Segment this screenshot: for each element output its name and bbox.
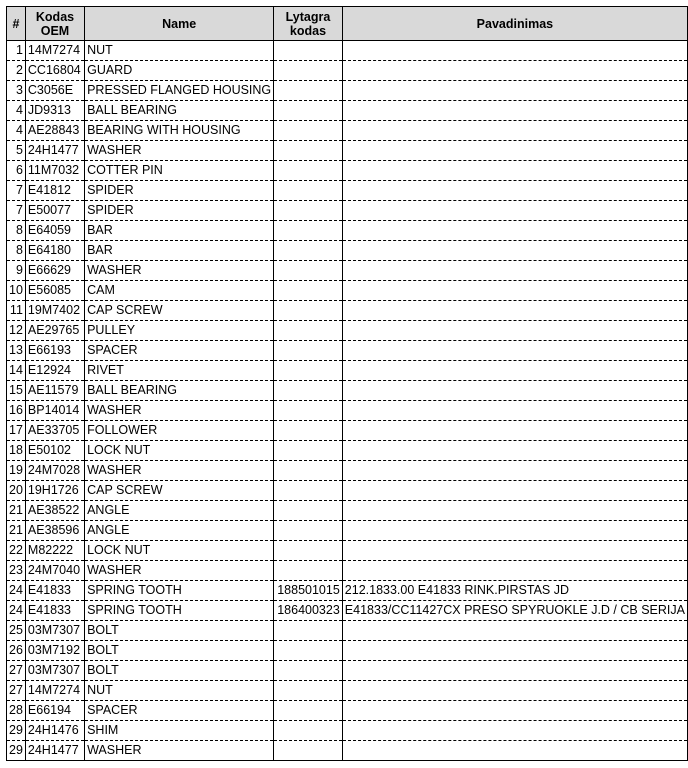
cell-num: 27 xyxy=(7,681,26,701)
cell-lytagra xyxy=(274,721,343,741)
table-row xyxy=(7,661,688,681)
cell-lytagra xyxy=(274,341,343,361)
cell-name: ANGLE xyxy=(85,521,274,541)
cell-oem: AE28843 xyxy=(25,121,84,141)
cell-pavadinimas xyxy=(342,261,687,281)
header-num: # xyxy=(7,7,26,41)
cell-lytagra xyxy=(274,421,343,441)
cell-lytagra xyxy=(274,201,343,221)
cell-pavadinimas xyxy=(342,81,687,101)
cell-oem: M82222 xyxy=(25,541,84,561)
table-row xyxy=(7,101,688,121)
cell-lytagra xyxy=(274,541,343,561)
cell-lytagra xyxy=(274,361,343,381)
header-name: Name xyxy=(85,7,274,41)
cell-num: 21 xyxy=(7,501,26,521)
cell-oem: E41833 xyxy=(25,581,84,601)
cell-num: 8 xyxy=(7,241,26,261)
cell-num: 1 xyxy=(7,41,26,61)
cell-num: 3 xyxy=(7,81,26,101)
cell-lytagra xyxy=(274,661,343,681)
cell-lytagra xyxy=(274,261,343,281)
table-row xyxy=(7,61,688,81)
cell-oem: AE11579 xyxy=(25,381,84,401)
cell-pavadinimas xyxy=(342,541,687,561)
cell-oem: 24H1476 xyxy=(25,721,84,741)
table-row xyxy=(7,481,688,501)
cell-oem: 03M7307 xyxy=(25,621,84,641)
cell-num: 6 xyxy=(7,161,26,181)
cell-pavadinimas xyxy=(342,741,687,761)
cell-lytagra xyxy=(274,181,343,201)
table-row xyxy=(7,381,688,401)
cell-oem: JD9313 xyxy=(25,101,84,121)
table-row xyxy=(7,701,688,721)
cell-oem: AE38596 xyxy=(25,521,84,541)
table-row xyxy=(7,121,688,141)
cell-name: COTTER PIN xyxy=(85,161,274,181)
cell-lytagra xyxy=(274,401,343,421)
cell-pavadinimas xyxy=(342,721,687,741)
cell-num: 13 xyxy=(7,341,26,361)
cell-name: LOCK NUT xyxy=(85,441,274,461)
cell-lytagra xyxy=(274,681,343,701)
cell-num: 7 xyxy=(7,181,26,201)
cell-num: 10 xyxy=(7,281,26,301)
cell-oem: BP14014 xyxy=(25,401,84,421)
cell-num: 29 xyxy=(7,741,26,761)
table-row xyxy=(7,721,688,741)
header-oem: Kodas OEM xyxy=(25,7,84,41)
cell-lytagra xyxy=(274,281,343,301)
cell-lytagra xyxy=(274,41,343,61)
cell-pavadinimas xyxy=(342,221,687,241)
cell-oem: AE38522 xyxy=(25,501,84,521)
cell-lytagra xyxy=(274,561,343,581)
cell-oem: E66629 xyxy=(25,261,84,281)
cell-num: 25 xyxy=(7,621,26,641)
cell-oem: AE29765 xyxy=(25,321,84,341)
cell-num: 7 xyxy=(7,201,26,221)
cell-lytagra xyxy=(274,221,343,241)
cell-lytagra xyxy=(274,381,343,401)
table-row xyxy=(7,281,688,301)
cell-oem: E41833 xyxy=(25,601,84,621)
table-row xyxy=(7,161,688,181)
cell-lytagra xyxy=(274,321,343,341)
table-row xyxy=(7,461,688,481)
table-row xyxy=(7,201,688,221)
cell-lytagra xyxy=(274,741,343,761)
cell-pavadinimas xyxy=(342,501,687,521)
cell-name: SHIM xyxy=(85,721,274,741)
table-row xyxy=(7,141,688,161)
cell-pavadinimas xyxy=(342,521,687,541)
cell-num: 8 xyxy=(7,221,26,241)
cell-num: 15 xyxy=(7,381,26,401)
table-row xyxy=(7,361,688,381)
cell-lytagra xyxy=(274,641,343,661)
cell-num: 14 xyxy=(7,361,26,381)
cell-pavadinimas: E41833/CC11427CX PRESO SPYRUOKLE J.D / CB SERIJA xyxy=(342,601,687,621)
table-row xyxy=(7,321,688,341)
cell-name: RIVET xyxy=(85,361,274,381)
cell-lytagra xyxy=(274,121,343,141)
parts-table xyxy=(6,6,688,761)
cell-pavadinimas xyxy=(342,481,687,501)
table-row xyxy=(7,261,688,281)
cell-num: 29 xyxy=(7,721,26,741)
table-row xyxy=(7,221,688,241)
cell-pavadinimas xyxy=(342,41,687,61)
cell-name: GUARD xyxy=(85,61,274,81)
cell-num: 5 xyxy=(7,141,26,161)
cell-name: NUT xyxy=(85,41,274,61)
cell-num: 24 xyxy=(7,581,26,601)
cell-name: BALL BEARING xyxy=(85,381,274,401)
cell-num: 4 xyxy=(7,101,26,121)
cell-num: 9 xyxy=(7,261,26,281)
cell-lytagra: 188501015 xyxy=(274,581,343,601)
cell-lytagra xyxy=(274,161,343,181)
cell-num: 16 xyxy=(7,401,26,421)
cell-num: 11 xyxy=(7,301,26,321)
cell-pavadinimas xyxy=(342,341,687,361)
cell-num: 22 xyxy=(7,541,26,561)
cell-pavadinimas xyxy=(342,661,687,681)
cell-num: 18 xyxy=(7,441,26,461)
cell-name: SPRING TOOTH xyxy=(85,601,274,621)
cell-name: SPRING TOOTH xyxy=(85,581,274,601)
cell-name: LOCK NUT xyxy=(85,541,274,561)
cell-name: CAP SCREW xyxy=(85,481,274,501)
cell-oem: 14M7274 xyxy=(25,681,84,701)
cell-oem: E56085 xyxy=(25,281,84,301)
cell-pavadinimas xyxy=(342,681,687,701)
cell-pavadinimas xyxy=(342,101,687,121)
table-row xyxy=(7,341,688,361)
cell-name: BOLT xyxy=(85,661,274,681)
cell-name: WASHER xyxy=(85,261,274,281)
cell-oem: E64180 xyxy=(25,241,84,261)
cell-num: 19 xyxy=(7,461,26,481)
cell-oem: 24M7040 xyxy=(25,561,84,581)
table-row xyxy=(7,401,688,421)
cell-pavadinimas xyxy=(342,641,687,661)
cell-pavadinimas xyxy=(342,301,687,321)
cell-lytagra xyxy=(274,141,343,161)
cell-name: WASHER xyxy=(85,741,274,761)
table-row xyxy=(7,541,688,561)
table-row xyxy=(7,621,688,641)
cell-lytagra xyxy=(274,241,343,261)
table-row xyxy=(7,421,688,441)
cell-lytagra xyxy=(274,301,343,321)
cell-oem: 24M7028 xyxy=(25,461,84,481)
cell-num: 2 xyxy=(7,61,26,81)
cell-name: PRESSED FLANGED HOUSING xyxy=(85,81,274,101)
table-row xyxy=(7,561,688,581)
cell-oem: E66194 xyxy=(25,701,84,721)
cell-oem: 24H1477 xyxy=(25,741,84,761)
cell-lytagra xyxy=(274,461,343,481)
table-row xyxy=(7,301,688,321)
header-pavadinimas: Pavadinimas xyxy=(342,7,687,41)
cell-pavadinimas xyxy=(342,321,687,341)
cell-lytagra: 186400323 xyxy=(274,601,343,621)
cell-name: WASHER xyxy=(85,461,274,481)
cell-name: WASHER xyxy=(85,401,274,421)
cell-pavadinimas xyxy=(342,701,687,721)
cell-name: BAR xyxy=(85,241,274,261)
cell-name: BOLT xyxy=(85,621,274,641)
cell-oem: E50102 xyxy=(25,441,84,461)
cell-oem: E50077 xyxy=(25,201,84,221)
cell-name: CAP SCREW xyxy=(85,301,274,321)
cell-oem: 03M7192 xyxy=(25,641,84,661)
cell-pavadinimas xyxy=(342,281,687,301)
cell-num: 12 xyxy=(7,321,26,341)
cell-oem: 14M7274 xyxy=(25,41,84,61)
table-row xyxy=(7,501,688,521)
cell-lytagra xyxy=(274,481,343,501)
cell-name: SPIDER xyxy=(85,181,274,201)
table-row xyxy=(7,601,688,621)
cell-name: BAR xyxy=(85,221,274,241)
cell-lytagra xyxy=(274,441,343,461)
cell-oem: 11M7032 xyxy=(25,161,84,181)
cell-num: 24 xyxy=(7,601,26,621)
cell-oem: C3056E xyxy=(25,81,84,101)
cell-oem: E66193 xyxy=(25,341,84,361)
cell-pavadinimas xyxy=(342,401,687,421)
cell-num: 17 xyxy=(7,421,26,441)
cell-num: 28 xyxy=(7,701,26,721)
cell-name: BEARING WITH HOUSING xyxy=(85,121,274,141)
cell-lytagra xyxy=(274,521,343,541)
table-row xyxy=(7,241,688,261)
cell-name: SPIDER xyxy=(85,201,274,221)
table-row xyxy=(7,81,688,101)
cell-name: NUT xyxy=(85,681,274,701)
cell-lytagra xyxy=(274,81,343,101)
cell-oem: 03M7307 xyxy=(25,661,84,681)
cell-pavadinimas xyxy=(342,461,687,481)
table-row xyxy=(7,641,688,661)
cell-name: SPACER xyxy=(85,341,274,361)
table-row xyxy=(7,681,688,701)
cell-pavadinimas xyxy=(342,201,687,221)
cell-pavadinimas xyxy=(342,121,687,141)
table-row xyxy=(7,521,688,541)
cell-pavadinimas xyxy=(342,381,687,401)
cell-name: BOLT xyxy=(85,641,274,661)
table-row xyxy=(7,181,688,201)
cell-lytagra xyxy=(274,61,343,81)
cell-num: 20 xyxy=(7,481,26,501)
cell-pavadinimas xyxy=(342,161,687,181)
cell-name: SPACER xyxy=(85,701,274,721)
table-row xyxy=(7,441,688,461)
cell-lytagra xyxy=(274,701,343,721)
cell-num: 27 xyxy=(7,661,26,681)
cell-lytagra xyxy=(274,501,343,521)
cell-pavadinimas xyxy=(342,181,687,201)
cell-name: PULLEY xyxy=(85,321,274,341)
cell-name: CAM xyxy=(85,281,274,301)
cell-name: ANGLE xyxy=(85,501,274,521)
cell-pavadinimas xyxy=(342,421,687,441)
header-row xyxy=(7,7,688,41)
cell-pavadinimas xyxy=(342,241,687,261)
cell-oem: E41812 xyxy=(25,181,84,201)
cell-pavadinimas: 212.1833.00 E41833 RINK.PIRSTAS JD xyxy=(342,581,687,601)
cell-oem: E12924 xyxy=(25,361,84,381)
cell-oem: 19H1726 xyxy=(25,481,84,501)
cell-oem: CC16804 xyxy=(25,61,84,81)
cell-num: 21 xyxy=(7,521,26,541)
cell-name: WASHER xyxy=(85,141,274,161)
cell-num: 26 xyxy=(7,641,26,661)
cell-name: FOLLOWER xyxy=(85,421,274,441)
cell-pavadinimas xyxy=(342,561,687,581)
cell-oem: 19M7402 xyxy=(25,301,84,321)
cell-num: 23 xyxy=(7,561,26,581)
table-row xyxy=(7,741,688,761)
cell-pavadinimas xyxy=(342,361,687,381)
cell-oem: AE33705 xyxy=(25,421,84,441)
header-lytagra: Lytagra kodas xyxy=(274,7,343,41)
cell-lytagra xyxy=(274,101,343,121)
cell-name: WASHER xyxy=(85,561,274,581)
table-row xyxy=(7,41,688,61)
cell-pavadinimas xyxy=(342,441,687,461)
cell-pavadinimas xyxy=(342,621,687,641)
cell-oem: 24H1477 xyxy=(25,141,84,161)
cell-oem: E64059 xyxy=(25,221,84,241)
cell-pavadinimas xyxy=(342,141,687,161)
table-row xyxy=(7,581,688,601)
cell-name: BALL BEARING xyxy=(85,101,274,121)
cell-lytagra xyxy=(274,621,343,641)
cell-pavadinimas xyxy=(342,61,687,81)
cell-num: 4 xyxy=(7,121,26,141)
